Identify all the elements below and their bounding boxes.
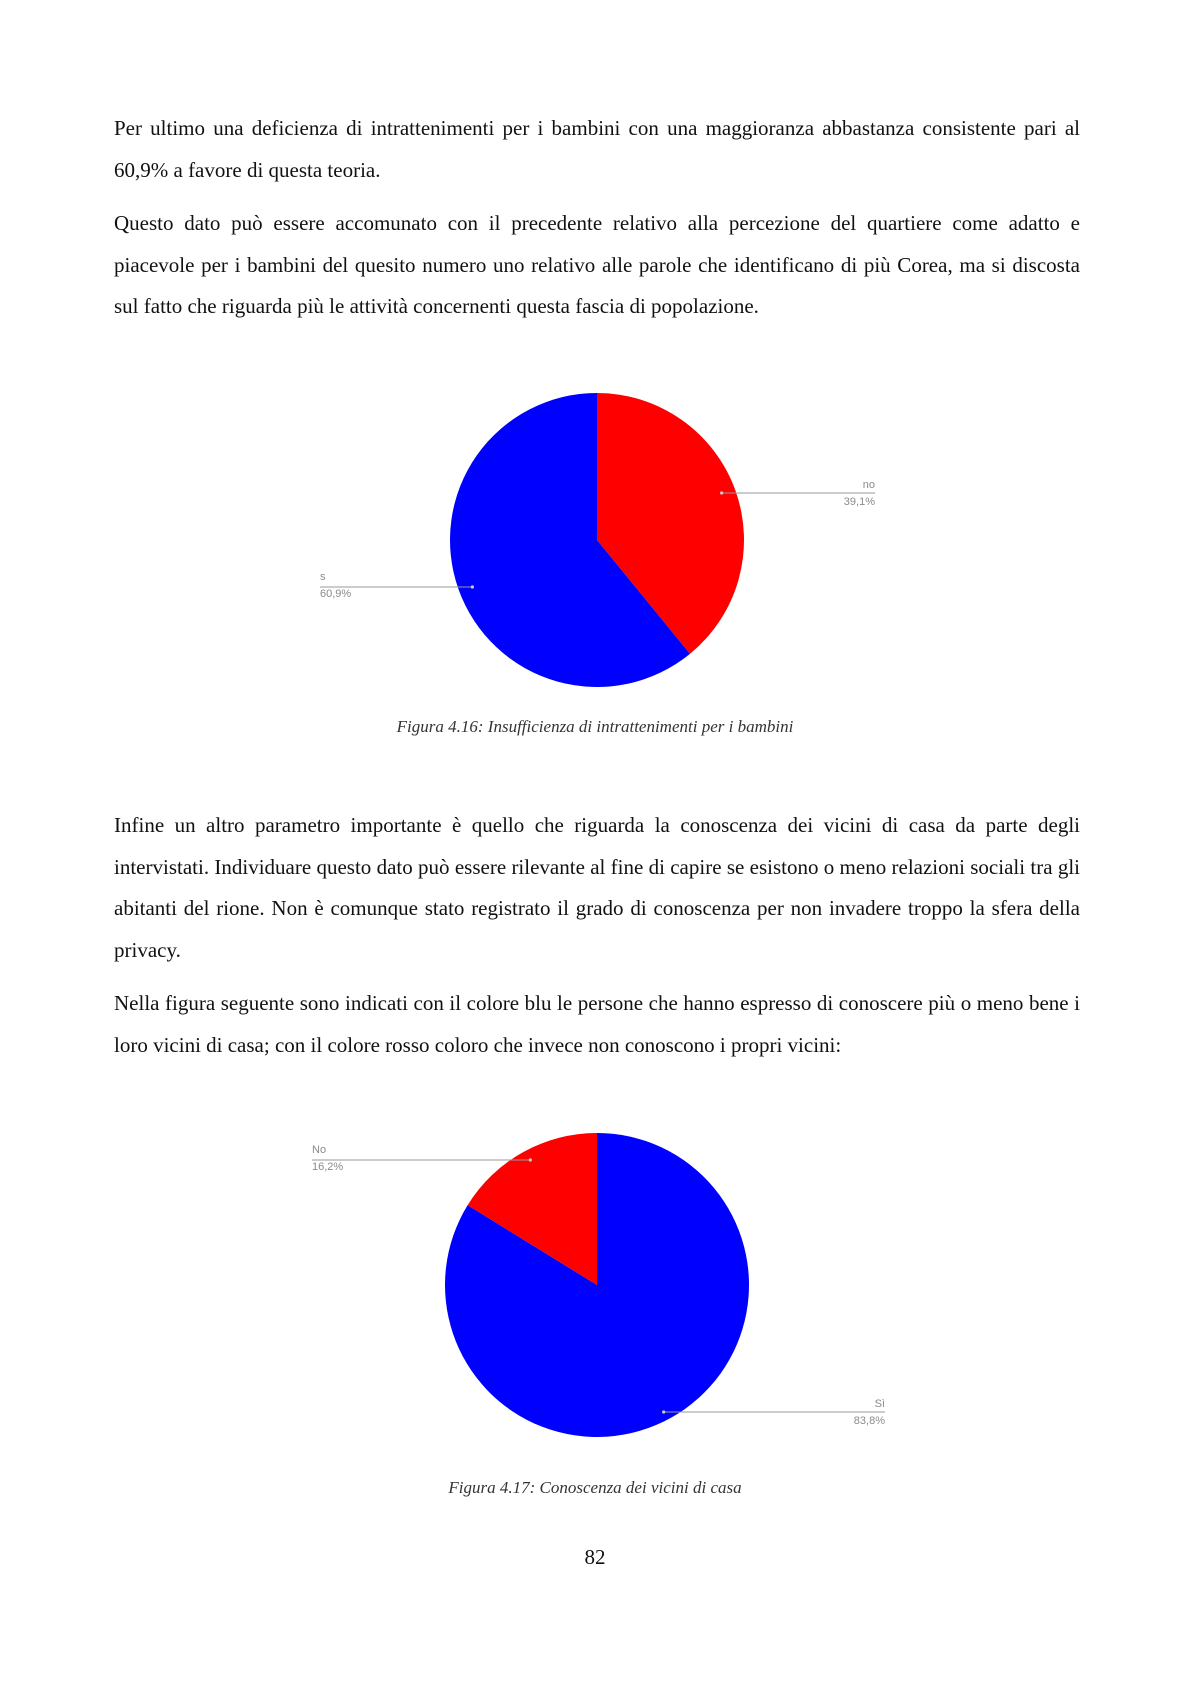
- figure-caption-1: Figura 4.16: Insufficienza di intrattenimenti per i bambini: [396, 717, 794, 736]
- slice-label-s: s: [320, 571, 326, 583]
- pie-chart-neighbours: [0, 1120, 1190, 1450]
- leader-dot-no: [529, 1158, 532, 1161]
- paragraph-3: Infine un altro parametro importante è quello che riguarda la conoscenza dei vicini di casa da parte degli intervistati. Individuare questo dato può essere rilevante al fine di capire se esistono o meno relazioni sociali tra gli abitanti del rione. Non è comunque stato registrato il grado di conoscenza per non invadere troppo la sfera della privacy.: [114, 813, 1080, 962]
- leader-dot-no: [720, 491, 723, 494]
- leader-dot-s: [471, 585, 474, 588]
- slice-value-s: 60,9%: [320, 588, 352, 600]
- paragraph-1: Per ultimo una deficienza di intrattenimenti per i bambini con una maggioranza abbastanza consistente pari al 60,9% a favore di questa teoria.: [114, 116, 1080, 182]
- figure-caption-2: Figura 4.17: Conoscenza dei vicini di casa: [448, 1478, 742, 1497]
- paragraph-4: Nella figura seguente sono indicati con il colore blu le persone che hanno espresso di conoscere più o meno bene i loro vicini di casa; con il colore rosso coloro che invece non conoscono i propri vicini:: [114, 991, 1080, 1057]
- paragraph-2: Questo dato può essere accomunato con il precedente relativo alla percezione del quartiere come adatto e piacevole per i bambini del quesito numero uno relativo alle parole che identificano di più Corea, ma si discosta sul fatto che riguarda più le attività concernenti questa fascia di popolazione.: [114, 211, 1080, 318]
- page-number: 82: [584, 1545, 606, 1569]
- slice-label-no: No: [312, 1144, 327, 1156]
- slice-value-no: 39,1%: [843, 496, 875, 508]
- slice-value-no: 16,2%: [312, 1161, 344, 1173]
- pie-chart-entertainment: [0, 380, 1190, 700]
- slice-label-no: no: [862, 479, 875, 491]
- slice-value-s-: 83,8%: [853, 1415, 885, 1427]
- slice-label-s-: Sì: [874, 1398, 885, 1410]
- leader-dot-s-: [662, 1410, 665, 1413]
